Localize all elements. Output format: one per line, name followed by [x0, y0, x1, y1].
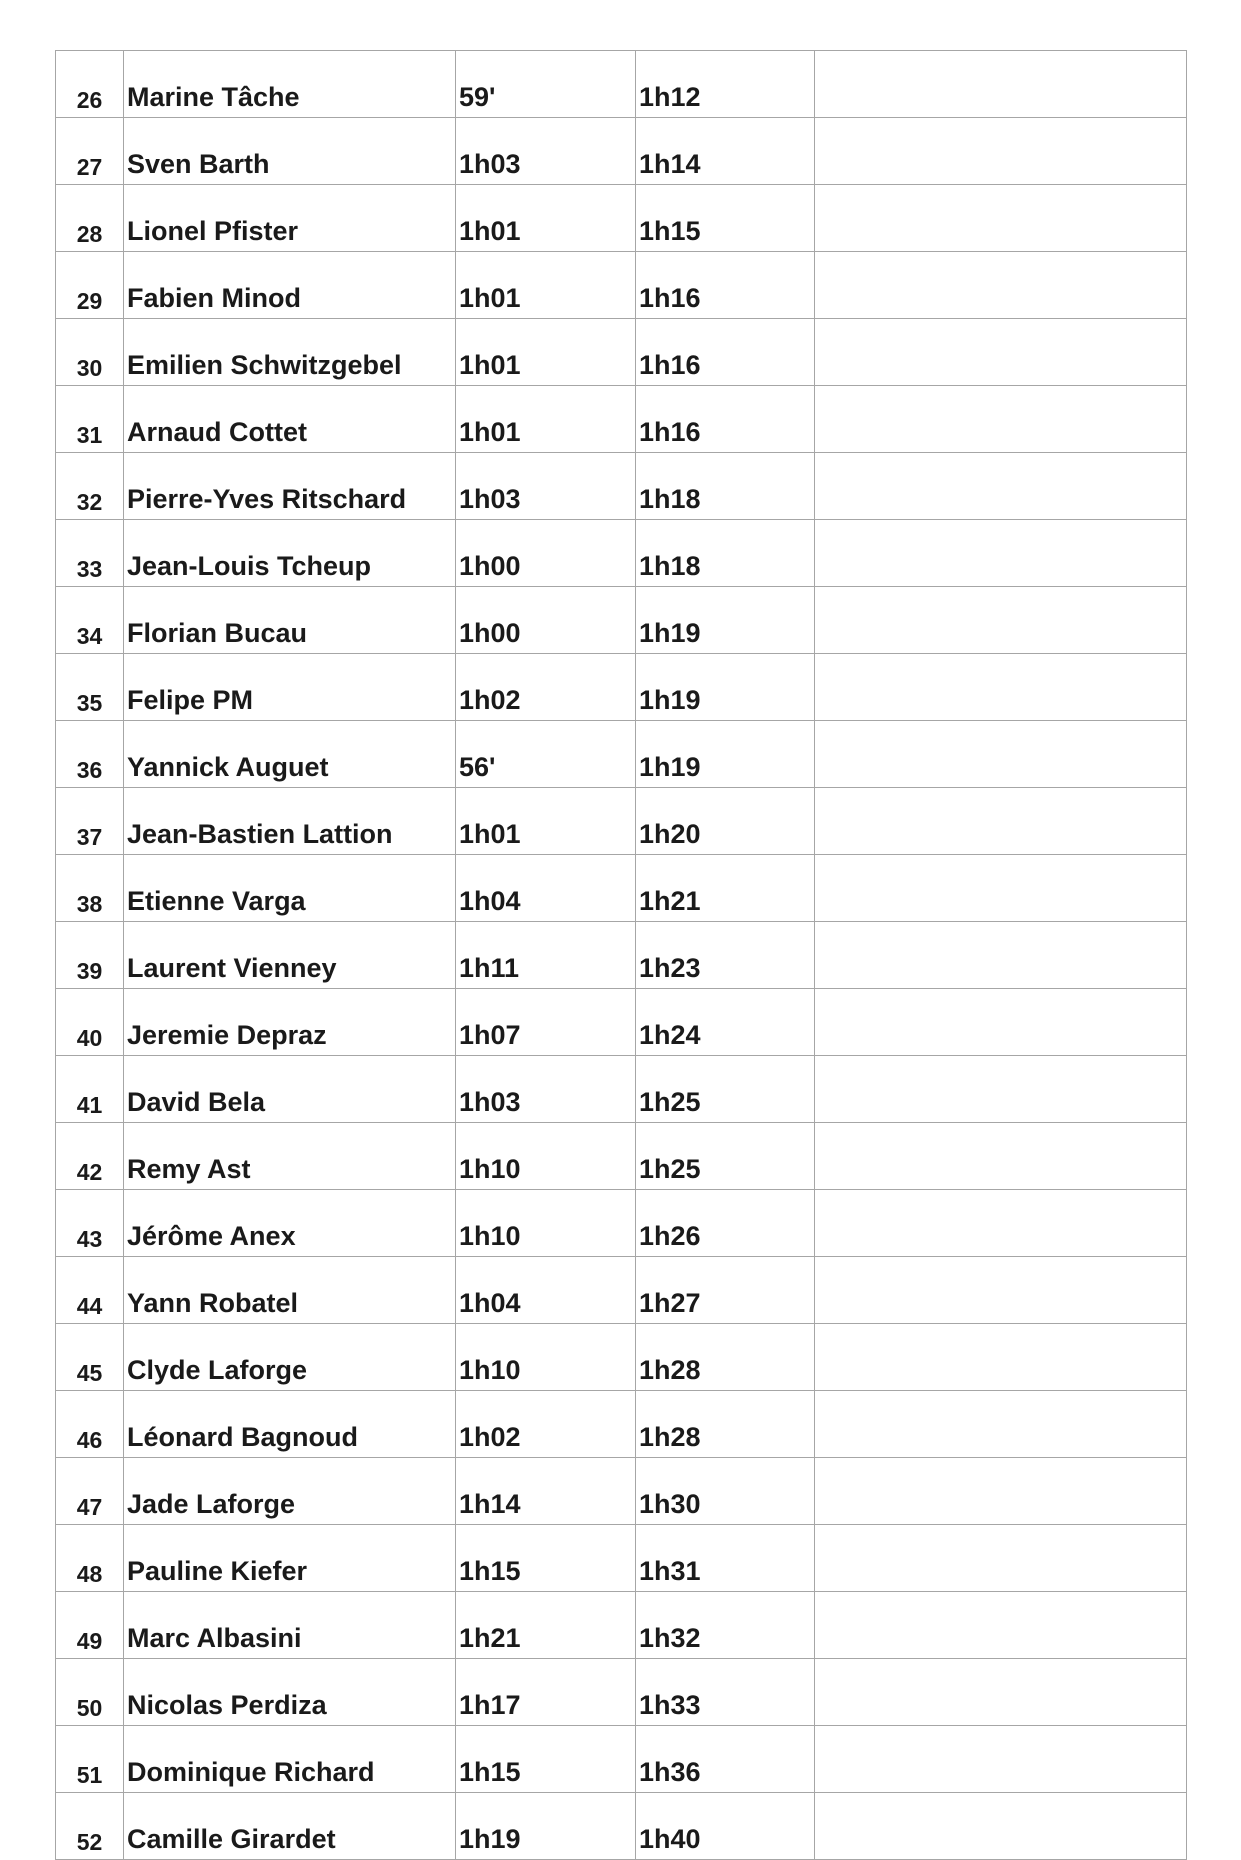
- name-cell: Florian Bucau: [124, 587, 456, 654]
- time1-cell: 1h00: [456, 520, 636, 587]
- name-cell: Marc Albasini: [124, 1592, 456, 1659]
- time2-cell: 1h24: [636, 989, 815, 1056]
- rank-cell: 37: [56, 788, 124, 855]
- time2-cell: 1h25: [636, 1123, 815, 1190]
- rank-cell: 40: [56, 989, 124, 1056]
- rank-cell: 52: [56, 1793, 124, 1860]
- note-cell: [815, 855, 1187, 922]
- table-row: [56, 252, 1187, 319]
- time1-cell: 59': [456, 51, 636, 118]
- note-cell: [815, 1391, 1187, 1458]
- rank-cell: 34: [56, 587, 124, 654]
- note-cell: [815, 1592, 1187, 1659]
- table-row: [56, 1659, 1187, 1726]
- note-cell: [815, 51, 1187, 118]
- rank-cell: 49: [56, 1592, 124, 1659]
- time1-cell: 1h15: [456, 1726, 636, 1793]
- name-cell: Emilien Schwitzgebel: [124, 319, 456, 386]
- results-table-body: [56, 51, 1187, 1860]
- rank-cell: 50: [56, 1659, 124, 1726]
- name-cell: Etienne Varga: [124, 855, 456, 922]
- name-cell: Remy Ast: [124, 1123, 456, 1190]
- time2-cell: 1h16: [636, 319, 815, 386]
- name-cell: Jade Laforge: [124, 1458, 456, 1525]
- time2-cell: 1h33: [636, 1659, 815, 1726]
- time1-cell: 1h17: [456, 1659, 636, 1726]
- time2-cell: 1h16: [636, 252, 815, 319]
- note-cell: [815, 386, 1187, 453]
- note-cell: [815, 185, 1187, 252]
- time1-cell: 1h01: [456, 185, 636, 252]
- note-cell: [815, 1056, 1187, 1123]
- time1-cell: 1h19: [456, 1793, 636, 1860]
- name-cell: Yann Robatel: [124, 1257, 456, 1324]
- rank-cell: 51: [56, 1726, 124, 1793]
- note-cell: [815, 1793, 1187, 1860]
- time2-cell: 1h18: [636, 520, 815, 587]
- time1-cell: 1h15: [456, 1525, 636, 1592]
- table-row: [56, 1257, 1187, 1324]
- time2-cell: 1h23: [636, 922, 815, 989]
- time2-cell: 1h21: [636, 855, 815, 922]
- time1-cell: 1h01: [456, 386, 636, 453]
- note-cell: [815, 1458, 1187, 1525]
- time1-cell: 1h04: [456, 1257, 636, 1324]
- note-cell: [815, 989, 1187, 1056]
- note-cell: [815, 1525, 1187, 1592]
- name-cell: David Bela: [124, 1056, 456, 1123]
- time1-cell: 1h10: [456, 1123, 636, 1190]
- time2-cell: 1h15: [636, 185, 815, 252]
- name-cell: Felipe PM: [124, 654, 456, 721]
- table-row: [56, 1391, 1187, 1458]
- table-row: [56, 989, 1187, 1056]
- rank-cell: 29: [56, 252, 124, 319]
- time2-cell: 1h40: [636, 1793, 815, 1860]
- rank-cell: 47: [56, 1458, 124, 1525]
- time2-cell: 1h14: [636, 118, 815, 185]
- name-cell: Jeremie Depraz: [124, 989, 456, 1056]
- table-row: [56, 721, 1187, 788]
- time1-cell: 1h03: [456, 1056, 636, 1123]
- rank-cell: 44: [56, 1257, 124, 1324]
- time1-cell: 1h03: [456, 453, 636, 520]
- name-cell: Nicolas Perdiza: [124, 1659, 456, 1726]
- rank-cell: 41: [56, 1056, 124, 1123]
- time1-cell: 1h04: [456, 855, 636, 922]
- note-cell: [815, 118, 1187, 185]
- time2-cell: 1h27: [636, 1257, 815, 1324]
- note-cell: [815, 319, 1187, 386]
- rank-cell: 38: [56, 855, 124, 922]
- name-cell: Fabien Minod: [124, 252, 456, 319]
- note-cell: [815, 922, 1187, 989]
- note-cell: [815, 788, 1187, 855]
- name-cell: Marine Tâche: [124, 51, 456, 118]
- rank-cell: 35: [56, 654, 124, 721]
- note-cell: [815, 1726, 1187, 1793]
- name-cell: Yannick Auguet: [124, 721, 456, 788]
- time1-cell: 1h01: [456, 319, 636, 386]
- table-row: [56, 51, 1187, 118]
- table-row: [56, 922, 1187, 989]
- table-row: [56, 1793, 1187, 1860]
- time1-cell: 1h03: [456, 118, 636, 185]
- rank-cell: 31: [56, 386, 124, 453]
- note-cell: [815, 1123, 1187, 1190]
- time1-cell: 1h01: [456, 788, 636, 855]
- time1-cell: 1h14: [456, 1458, 636, 1525]
- note-cell: [815, 1659, 1187, 1726]
- table-row: [56, 1458, 1187, 1525]
- time2-cell: 1h28: [636, 1391, 815, 1458]
- table-row: [56, 1190, 1187, 1257]
- time1-cell: 56': [456, 721, 636, 788]
- table-row: [56, 1123, 1187, 1190]
- time1-cell: 1h02: [456, 654, 636, 721]
- name-cell: Sven Barth: [124, 118, 456, 185]
- note-cell: [815, 520, 1187, 587]
- name-cell: Laurent Vienney: [124, 922, 456, 989]
- name-cell: Léonard Bagnoud: [124, 1391, 456, 1458]
- time2-cell: 1h12: [636, 51, 815, 118]
- rank-cell: 36: [56, 721, 124, 788]
- table-row: [56, 185, 1187, 252]
- time2-cell: 1h16: [636, 386, 815, 453]
- note-cell: [815, 654, 1187, 721]
- note-cell: [815, 453, 1187, 520]
- time1-cell: 1h07: [456, 989, 636, 1056]
- time2-cell: 1h32: [636, 1592, 815, 1659]
- rank-cell: 28: [56, 185, 124, 252]
- table-row: [56, 1056, 1187, 1123]
- table-row: [56, 654, 1187, 721]
- time2-cell: 1h25: [636, 1056, 815, 1123]
- rank-cell: 45: [56, 1324, 124, 1391]
- rank-cell: 27: [56, 118, 124, 185]
- rank-cell: 42: [56, 1123, 124, 1190]
- rank-cell: 46: [56, 1391, 124, 1458]
- time2-cell: 1h36: [636, 1726, 815, 1793]
- time2-cell: 1h20: [636, 788, 815, 855]
- name-cell: Clyde Laforge: [124, 1324, 456, 1391]
- table-row: [56, 855, 1187, 922]
- time1-cell: 1h00: [456, 587, 636, 654]
- note-cell: [815, 1257, 1187, 1324]
- time1-cell: 1h10: [456, 1324, 636, 1391]
- rank-cell: 32: [56, 453, 124, 520]
- time1-cell: 1h21: [456, 1592, 636, 1659]
- note-cell: [815, 587, 1187, 654]
- time1-cell: 1h01: [456, 252, 636, 319]
- time1-cell: 1h10: [456, 1190, 636, 1257]
- name-cell: Jean-Louis Tcheup: [124, 520, 456, 587]
- note-cell: [815, 1324, 1187, 1391]
- name-cell: Pierre-Yves Ritschard: [124, 453, 456, 520]
- time1-cell: 1h11: [456, 922, 636, 989]
- note-cell: [815, 1190, 1187, 1257]
- time2-cell: 1h19: [636, 721, 815, 788]
- time2-cell: 1h30: [636, 1458, 815, 1525]
- table-row: [56, 386, 1187, 453]
- time2-cell: 1h19: [636, 587, 815, 654]
- rank-cell: 26: [56, 51, 124, 118]
- note-cell: [815, 721, 1187, 788]
- table-row: [56, 1592, 1187, 1659]
- name-cell: Jean-Bastien Lattion: [124, 788, 456, 855]
- rank-cell: 33: [56, 520, 124, 587]
- time2-cell: 1h31: [636, 1525, 815, 1592]
- rank-cell: 30: [56, 319, 124, 386]
- results-table: [55, 50, 1187, 1860]
- table-row: [56, 1324, 1187, 1391]
- table-row: [56, 1726, 1187, 1793]
- name-cell: Lionel Pfister: [124, 185, 456, 252]
- rank-cell: 43: [56, 1190, 124, 1257]
- table-row: [56, 520, 1187, 587]
- time2-cell: 1h26: [636, 1190, 815, 1257]
- name-cell: Arnaud Cottet: [124, 386, 456, 453]
- table-row: [56, 788, 1187, 855]
- rank-cell: 48: [56, 1525, 124, 1592]
- name-cell: Pauline Kiefer: [124, 1525, 456, 1592]
- time2-cell: 1h18: [636, 453, 815, 520]
- table-row: [56, 118, 1187, 185]
- time2-cell: 1h28: [636, 1324, 815, 1391]
- name-cell: Camille Girardet: [124, 1793, 456, 1860]
- table-row: [56, 453, 1187, 520]
- time1-cell: 1h02: [456, 1391, 636, 1458]
- table-row: [56, 1525, 1187, 1592]
- table-row: [56, 587, 1187, 654]
- name-cell: Dominique Richard: [124, 1726, 456, 1793]
- name-cell: Jérôme Anex: [124, 1190, 456, 1257]
- time2-cell: 1h19: [636, 654, 815, 721]
- table-row: [56, 319, 1187, 386]
- note-cell: [815, 252, 1187, 319]
- rank-cell: 39: [56, 922, 124, 989]
